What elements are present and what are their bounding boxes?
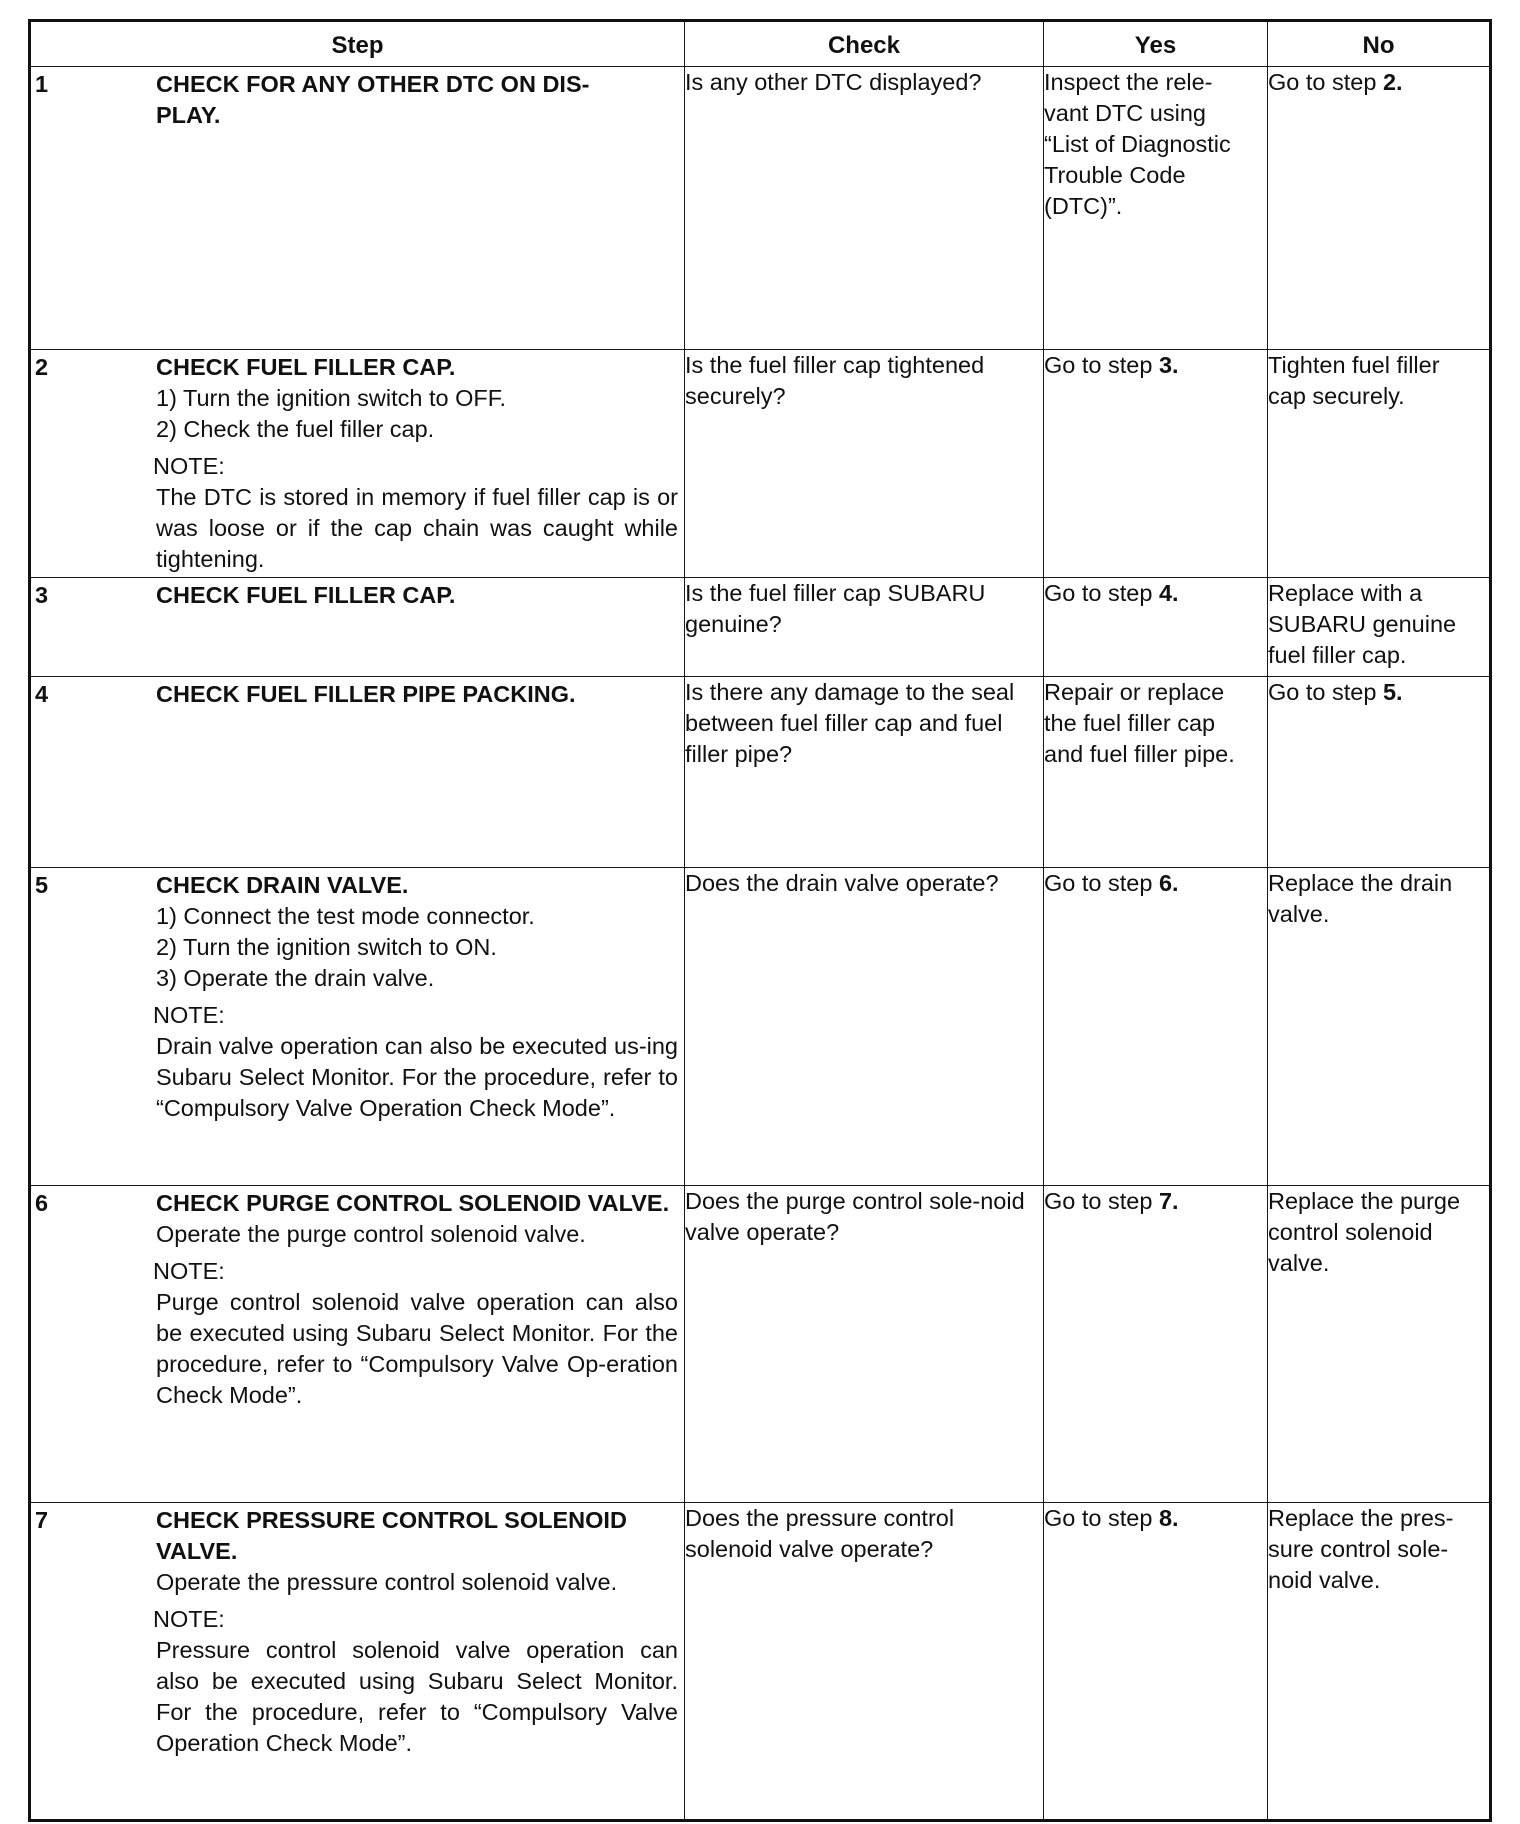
step-number: 3 (35, 582, 49, 608)
no-cell: Tighten fuel filler cap securely. (1268, 350, 1491, 578)
step-cell (30, 677, 685, 868)
note-label: NOTE: (153, 1606, 225, 1632)
check-cell: Is the fuel filler cap SUBARU genuine? (685, 578, 1044, 677)
table-row (30, 67, 1491, 350)
check-cell: Is there any damage to the seal between fuel filler cap and fuel filler pipe? (685, 677, 1044, 868)
check-cell: Does the drain valve operate? (685, 868, 1044, 1186)
procedure-step: Operate the pressure control solenoid valve. (156, 1569, 618, 1595)
yes-cell: Go to step 4. (1044, 578, 1268, 677)
no-cell: Replace the pres- sure control sole- noid valve. (1268, 1503, 1491, 1821)
procedure-step: 3) Operate the drain valve. (156, 965, 435, 991)
step-number: 7 (35, 1507, 49, 1533)
yes-cell: Go to step 3. (1044, 350, 1268, 578)
goto-step-number: 3 (1158, 352, 1173, 378)
yes-cell: Go to step 6. (1044, 868, 1268, 1186)
table-row (30, 350, 1491, 578)
goto-step-number: 7 (1158, 1188, 1173, 1214)
no-cell: Go to step 2. (1268, 67, 1491, 350)
step-title: CHECK FUEL FILLER PIPE PACKING. (156, 681, 576, 707)
step-cell (30, 67, 685, 350)
note-text: Pressure control solenoid valve operation can also be executed using Subaru Select Monitor. For the procedure, refer to “Compulsory Valve Operation Check Mode”. (156, 1637, 678, 1756)
header-check: Check (685, 21, 1044, 67)
table-row (30, 1186, 1491, 1503)
step-title: CHECK PRESSURE CONTROL SOLENOID VALVE. (156, 1507, 627, 1564)
step-title: CHECK FOR ANY OTHER DTC ON DIS- PLAY. (156, 71, 590, 128)
step-title: CHECK PURGE CONTROL SOLENOID VALVE. (156, 1190, 670, 1216)
step-title: CHECK FUEL FILLER CAP. (156, 582, 456, 608)
note-text: Drain valve operation can also be executed us-ing Subaru Select Monitor. For the procedure, refer to “Compulsory Valve Operation Check Mode”. (156, 1033, 678, 1121)
no-cell: Go to step 5. (1268, 677, 1491, 868)
table-row (30, 1503, 1491, 1821)
header-no: No (1268, 21, 1491, 67)
yes-cell: Go to step 7. (1044, 1186, 1268, 1503)
check-cell: Does the purge control sole-noid valve operate? (685, 1186, 1044, 1503)
check-cell: Does the pressure control solenoid valve operate? (685, 1503, 1044, 1821)
step-number: 6 (35, 1190, 49, 1216)
yes-cell: Repair or replace the fuel filler cap and fuel filler pipe. (1044, 677, 1268, 868)
step-title: CHECK FUEL FILLER CAP. (156, 354, 456, 380)
table-row (30, 677, 1491, 868)
goto-step-number: 8 (1158, 1505, 1173, 1531)
step-number: 1 (35, 71, 49, 97)
check-cell: Is the fuel filler cap tightened securely? (685, 350, 1044, 578)
step-cell (30, 350, 685, 578)
goto-step-number: 6 (1158, 870, 1173, 896)
procedure-step: 2) Turn the ignition switch to ON. (156, 934, 497, 960)
diagnostic-procedure-table (28, 19, 1492, 1822)
step-number: 2 (35, 354, 49, 380)
note-label: NOTE: (153, 453, 225, 479)
yes-cell: Inspect the rele- vant DTC using “List of Diagnostic Trouble Code (DTC)”. (1044, 67, 1268, 350)
no-cell: Replace the purge control solenoid valve. (1268, 1186, 1491, 1503)
note-text: The DTC is stored in memory if fuel filler cap is or was loose or if the cap chain was caught while tightening. (156, 484, 678, 572)
table-row (30, 578, 1491, 677)
procedure-step: Operate the purge control solenoid valve. (156, 1221, 586, 1247)
procedure-step: 2) Check the fuel filler cap. (156, 416, 435, 442)
no-cell: Replace with a SUBARU genuine fuel filler cap. (1268, 578, 1491, 677)
no-cell: Replace the drain valve. (1268, 868, 1491, 1186)
step-cell (30, 1503, 685, 1821)
step-cell (30, 1186, 685, 1503)
table-header-row (30, 21, 1491, 67)
header-step: Step (30, 21, 685, 67)
step-number: 4 (35, 681, 49, 707)
goto-step-number: 4 (1158, 580, 1173, 606)
note-label: NOTE: (153, 1258, 225, 1284)
yes-cell: Go to step 8. (1044, 1503, 1268, 1821)
step-cell (30, 578, 685, 677)
step-title: CHECK DRAIN VALVE. (156, 872, 409, 898)
table-row (30, 868, 1491, 1186)
step-cell (30, 868, 685, 1186)
step-number: 5 (35, 872, 49, 898)
note-label: NOTE: (153, 1002, 225, 1028)
goto-step-number: 2 (1382, 69, 1397, 95)
note-text: Purge control solenoid valve operation can also be executed using Subaru Select Monitor. For the procedure, refer to “Compulsory Valve Op-eration Check Mode”. (156, 1289, 678, 1408)
goto-step-number: 5 (1382, 679, 1397, 705)
procedure-step: 1) Connect the test mode connector. (156, 903, 535, 929)
procedure-step: 1) Turn the ignition switch to OFF. (156, 385, 507, 411)
check-cell: Is any other DTC displayed? (685, 67, 1044, 350)
header-yes: Yes (1044, 21, 1268, 67)
